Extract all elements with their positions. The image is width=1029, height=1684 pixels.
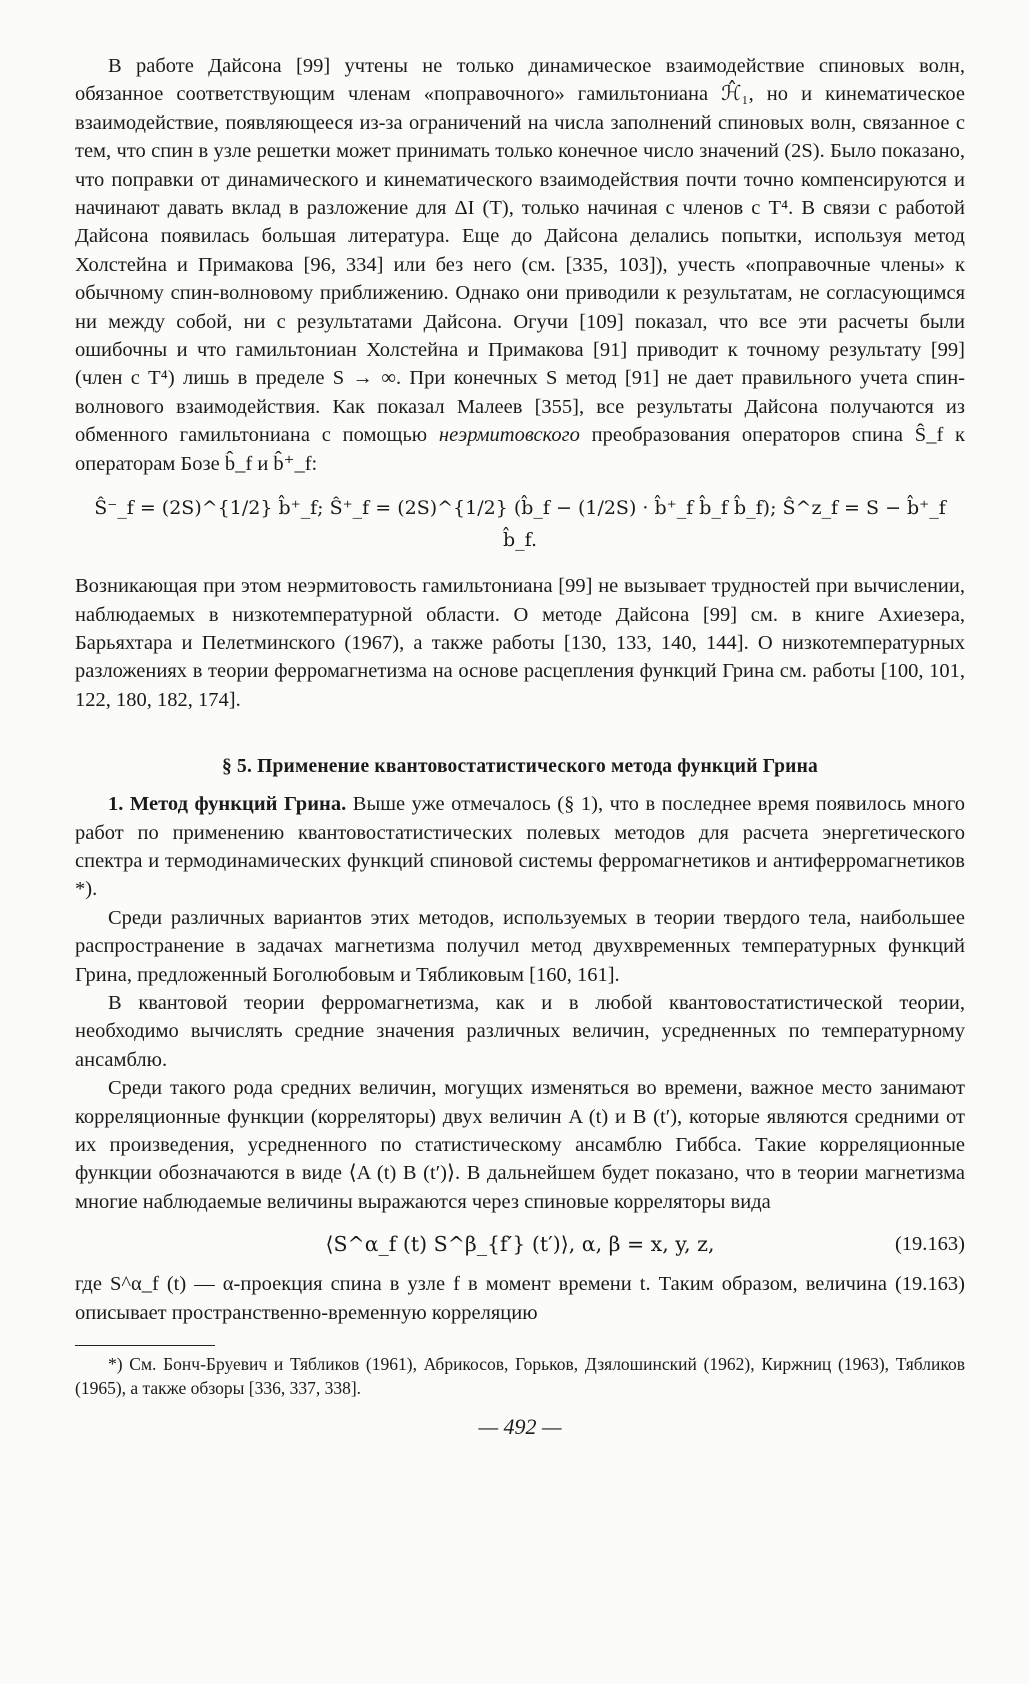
equation-19-163: [75, 1224, 965, 1264]
paragraph-correlators: Среди такого рода средних величин, могущих изменяться во времени, важное место занимают корреляционные функции (корреляторы) двух величин A (t) и B (t′), которые являются средними от их произведения, усредненного по статистическому ансамблю Гиббса. Такие корреляционные функции обозначаются в виде ⟨A (t) B (t′)⟩. В дальнейшем будет показано, что в теории магнетизма многие наблюдаемые величины выражаются через спиновые корреляторы вида: [75, 1077, 965, 1213]
text-column: [75, 52, 965, 1440]
footnote-rule: [75, 1345, 215, 1346]
paragraph-projection: где S^α_f (t) — α-проекция спина в узле f в момент времени t. Таким образом, величина (19.163) описывает пространственно-временную корреляцию: [75, 1273, 965, 1324]
section-heading: § 5. Применение квантовостатистического метода функций Грина: [222, 756, 818, 778]
equation-number: (19.163): [894, 1233, 965, 1256]
paragraph-variants: Среди различных вариантов этих методов, используемых в теории твердого тела, наибольшее распространение в задачах магнетизма получил метод двухвременных температурных функций Грина, предложенный Боголюбовым и Тябликовым [160, 161].: [75, 906, 965, 986]
paragraph-quantum-theory: В квантовой теории ферромагнетизма, как и в любой квантовостатистической теории, необходимо вычислять средние значения различных величин, усредненных по температурному ансамблю.: [75, 991, 965, 1071]
paragraph-dyson: [75, 52, 965, 478]
paragraph-dyson-end: преобразования операторов спина Ŝ_f к операторам Бозе b̂_f и b̂⁺_f:: [75, 424, 966, 475]
equation-body: ⟨S^α_f (t) S^β_{f′} (t′)⟩, α, β = x, y, z,: [325, 1232, 715, 1257]
paragraph-green-method: [75, 790, 965, 904]
italic-term: неэрмитовского: [438, 424, 580, 447]
page-number: — 492 —: [478, 1414, 562, 1440]
subsection-title: 1. Метод функций Грина.: [108, 793, 347, 816]
subsection-text: Выше уже отмечалось (§ 1), что в последнее время появилось много работ по применению квантовостатистических полевых методов для расчета энергетического спектра и термодинамических функций спиновой системы ферромагнетиков и антиферромагнетиков *).: [75, 793, 966, 901]
paragraph-dyson-text: В работе Дайсона [99] учтены не только динамическое взаимодействие спиновых волн, обязанное соответствующим членам «поправочного» гамильтониана ℋ̂₁, но и кинематическое взаимодействие, появляющееся из-за ограничений на числа заполнений спиновых волн, связанное с тем, что спин в узле решетки может принимать только конечное число значений (2S). Было показано, что поправки от динамического и кинематического взаимодействия почти точно компенсируются и начинают давать вклад в разложение для ΔI (T), только начиная с членов с T⁴. В связи с работой Дайсона появилась большая литература. Еще до Дайсона делались попытки, используя метод Холстейна и Примакова [96, 334] или без него (см. [335, 103]), учесть «поправочные члены» к обычному спин-волновому приближению. Однако они приводили к результатам, не согласующимся ни между собой, ни с результатами Дайсона. Огучи [109] показал, что все эти расчеты были ошибочны и что гамильтониан Холстейна и Примакова [91] приводит к точному результату [99] (член с T⁴) лишь в пределе S → ∞. При конечных S метод [91] не дает правильного учета спин-волнового взаимодействия. Как показал Малеев [355], все результаты Дайсона получаются из обменного гамильтониана с помощью: [75, 55, 965, 447]
dyson-transformation-formula: Ŝ⁻_f = (2S)^{1/2} b̂⁺_f; Ŝ⁺_f = (2S)^{1/2} (b̂_f − (1/2S) · b̂⁺_f b̂_f b̂_f); Ŝ^z_f = S − b̂⁺_f b̂_f.: [94, 497, 946, 552]
footnote: *) См. Бонч-Бруевич и Тябликов (1961), Абрикосов, Горьков, Дзялошинский (1962), Киржниц (1963), Тябликов (1965), а также обзоры [336, 337, 338].: [75, 1354, 965, 1399]
paragraph-nonhermitian: Возникающая при этом неэрмитовость гамильтониана [99] не вызывает трудностей при вычислении, наблюдаемых в низкотемпературной области. О методе Дайсона [99] см. в книге Ахиезера, Барьяхтара и Пелетминского (1967), а также работы [130, 133, 140, 144]. О низкотемпературных разложениях в теории ферромагнетизма на основе расцепления функций Грина см. работы [100, 101, 122, 180, 182, 174].: [75, 575, 965, 711]
